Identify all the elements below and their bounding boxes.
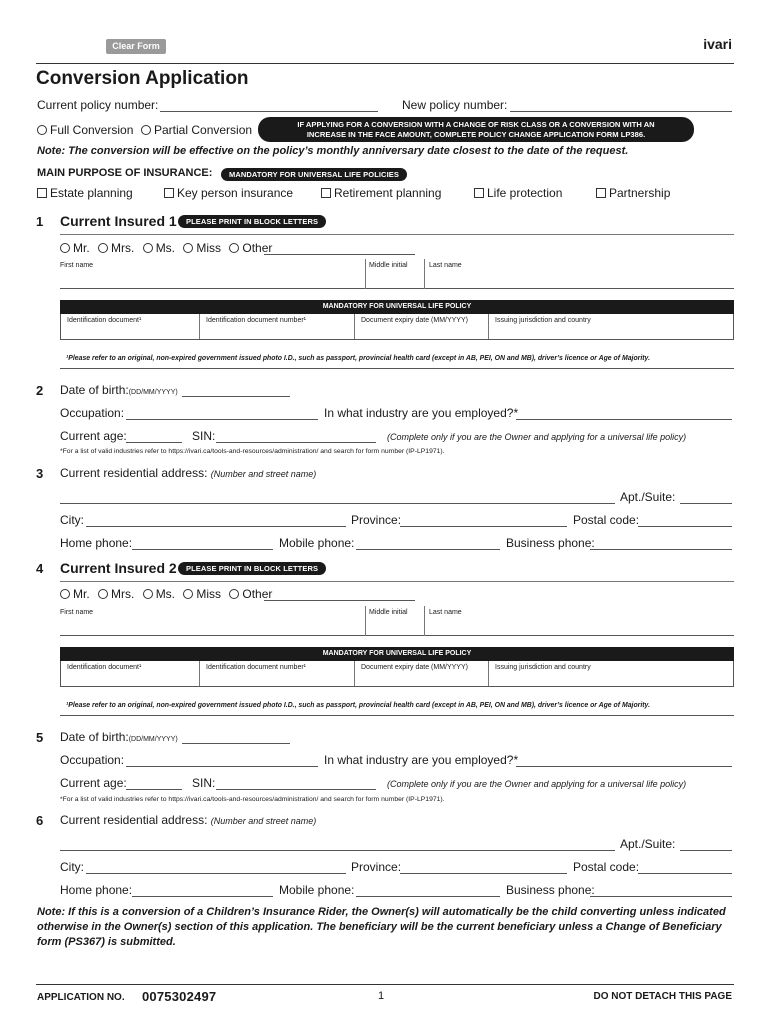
section-number-1: 1: [36, 214, 44, 229]
purpose-option-label: Estate planning: [50, 186, 133, 200]
title-ms: Ms.: [155, 587, 176, 601]
dob-field[interactable]: [182, 743, 290, 744]
current-policy-field[interactable]: [160, 111, 378, 112]
radio-icon: [229, 589, 239, 599]
mandatory-ul-bar: MANDATORY FOR UNIVERSAL LIFE POLICY: [60, 647, 734, 661]
first-name-label: First name: [60, 262, 94, 269]
title-miss: Miss: [196, 587, 222, 601]
current-policy-label: Current policy number:: [37, 98, 159, 112]
business-phone-label: Business phone:: [506, 883, 595, 897]
apt-label: Apt./Suite:: [620, 837, 676, 851]
section-1-rule: [60, 234, 734, 235]
sin-note: (Complete only if you are the Owner and applying for a universal life policy): [387, 779, 687, 789]
sin-label: SIN:: [192, 429, 216, 443]
section-number-5: 5: [36, 730, 44, 745]
mobile-phone-field[interactable]: [356, 896, 500, 897]
section-number-6: 6: [36, 813, 44, 828]
city-field[interactable]: [86, 526, 346, 527]
radio-icon: [37, 125, 47, 135]
title-mr: Mr.: [73, 587, 90, 601]
rider-note: Note: If this is a conversion of a Children’s Insurance Rider, the Owner(s) will automatically be the child converting unless indicated otherwise in the Owner(s) section of this application. The beneficiary will be the current beneficiary unless a Change of Beneficiary form (PS367) is submitted.: [37, 906, 726, 948]
postal-label: Postal code:: [573, 860, 640, 874]
id-expiry-cell[interactable]: Document expiry date (MM/YYYY): [355, 314, 489, 339]
name-row[interactable]: [60, 606, 734, 636]
section-number-3: 3: [36, 466, 44, 481]
address-field[interactable]: [60, 503, 615, 504]
section-number-2: 2: [36, 383, 44, 398]
radio-icon: [143, 243, 153, 253]
province-field[interactable]: [400, 526, 567, 527]
first-name-label: First name: [60, 609, 94, 616]
industry-field[interactable]: [516, 766, 732, 767]
title-other-field[interactable]: [264, 600, 415, 601]
industry-note: *For a list of valid industries refer to https://ivari.ca/tools-and-resources/administration/ and search for form number (IP-LP1971).: [60, 796, 445, 803]
middle-initial-label: Middle initial: [369, 609, 408, 616]
name-divider: [424, 606, 425, 636]
title-radio-group[interactable]: [60, 241, 272, 255]
name-divider: [365, 606, 366, 636]
id-footnote: ¹Please refer to an original, non-expired government issued photo I.D., such as passport, provincial health card (except in AB, PEI, ON and MB), driver’s licence or Age of Majority.: [66, 702, 651, 709]
id-doc-cell[interactable]: Identification document¹: [61, 661, 200, 686]
province-label: Province:: [351, 860, 402, 874]
title-mrs: Mrs.: [111, 241, 135, 255]
title-other: Other: [242, 241, 273, 255]
id-document-row[interactable]: [60, 661, 734, 687]
sin-field[interactable]: [216, 442, 376, 443]
mandatory-ul-bar: MANDATORY FOR UNIVERSAL LIFE POLICY: [60, 300, 734, 314]
title-mrs: Mrs.: [111, 587, 135, 601]
business-phone-label: Business phone:: [506, 536, 595, 550]
dob-field[interactable]: [182, 396, 290, 397]
postal-field[interactable]: [638, 526, 732, 527]
radio-icon: [98, 243, 108, 253]
postal-label: Postal code:: [573, 513, 640, 527]
page-number: 1: [378, 990, 385, 1002]
radio-icon: [183, 589, 193, 599]
occupation-label: Occupation:: [60, 406, 125, 420]
clear-form-button[interactable]: Clear Form: [106, 39, 166, 54]
home-phone-label: Home phone:: [60, 536, 133, 550]
section-title-insured-2: Current Insured 2: [60, 560, 177, 576]
title-miss: Miss: [196, 241, 222, 255]
section-4-rule: [60, 581, 734, 582]
radio-icon: [60, 243, 70, 253]
city-label: City:: [60, 860, 84, 874]
purpose-option-label: Life protection: [487, 186, 563, 200]
full-conversion-radio[interactable]: [37, 123, 133, 137]
checkbox-icon: [474, 188, 484, 198]
page-title: Conversion Application: [36, 68, 249, 89]
last-name-label: Last name: [429, 262, 462, 269]
id-number-cell[interactable]: Identification document number¹: [200, 661, 355, 686]
current-age-field[interactable]: [126, 789, 182, 790]
postal-field[interactable]: [638, 873, 732, 874]
id-footnote: ¹Please refer to an original, non-expired government issued photo I.D., such as passport, provincial health card (except in AB, PEI, ON and MB), driver’s licence or Age of Majority.: [66, 355, 651, 362]
apt-field[interactable]: [680, 850, 732, 851]
mobile-phone-label: Mobile phone:: [279, 536, 355, 550]
new-policy-field[interactable]: [510, 111, 732, 112]
current-age-label: Current age:: [60, 429, 127, 443]
purpose-life-protection-checkbox[interactable]: [474, 186, 562, 200]
title-radio-group[interactable]: [60, 587, 272, 601]
radio-icon: [183, 243, 193, 253]
address-field[interactable]: [60, 850, 615, 851]
section-number-4: 4: [36, 561, 44, 576]
purpose-retirement-checkbox[interactable]: [321, 186, 441, 200]
sin-note: (Complete only if you are the Owner and applying for a universal life policy): [387, 432, 687, 442]
id-doc-cell[interactable]: Identification document¹: [61, 314, 200, 339]
province-field[interactable]: [400, 873, 567, 874]
dob-label: Date of birth:(DD/MM/YYYY): [60, 383, 178, 397]
purpose-option-label: Key person insurance: [177, 186, 294, 200]
section-title-insured-1: Current Insured 1: [60, 213, 177, 229]
id-box-bottom: [60, 715, 734, 716]
id-expiry-cell[interactable]: Document expiry date (MM/YYYY): [355, 661, 489, 686]
radio-icon: [141, 125, 151, 135]
name-divider: [424, 259, 425, 289]
do-not-detach: DO NOT DETACH THIS PAGE: [593, 991, 732, 1002]
sin-label: SIN:: [192, 776, 216, 790]
checkbox-icon: [164, 188, 174, 198]
address-label: Current residential address: (Number and street name): [60, 466, 317, 480]
block-letters-badge: PLEASE PRINT IN BLOCK LETTERS: [178, 562, 326, 575]
home-phone-field[interactable]: [132, 896, 273, 897]
notice-line-1: IF APPLYING FOR A CONVERSION WITH A CHANGE OF RISK CLASS OR A CONVERSION WITH AN: [297, 120, 655, 129]
industry-label: In what industry are you employed?*: [324, 753, 519, 767]
city-field[interactable]: [86, 873, 346, 874]
apt-label: Apt./Suite:: [620, 490, 676, 504]
title-other-field[interactable]: [264, 254, 415, 255]
title-ms: Ms.: [155, 241, 176, 255]
mobile-phone-label: Mobile phone:: [279, 883, 355, 897]
radio-icon: [229, 243, 239, 253]
purpose-option-label: Retirement planning: [334, 186, 442, 200]
id-jurisdiction-cell[interactable]: Issuing jurisdiction and country: [495, 317, 591, 324]
new-policy-label: New policy number:: [402, 98, 508, 112]
occupation-label: Occupation:: [60, 753, 125, 767]
industry-note: *For a list of valid industries refer to https://ivari.ca/tools-and-resources/administration/ and search for form number (IP-LP1971).: [60, 448, 445, 455]
business-phone-field[interactable]: [590, 896, 732, 897]
current-age-label: Current age:: [60, 776, 127, 790]
checkbox-icon: [37, 188, 47, 198]
id-number-cell[interactable]: Identification document number¹: [200, 314, 355, 339]
home-phone-label: Home phone:: [60, 883, 133, 897]
purpose-option-label: Partnership: [609, 186, 671, 200]
application-number: 0075302497: [142, 989, 217, 1004]
apt-field[interactable]: [680, 503, 732, 504]
mobile-phone-field[interactable]: [356, 549, 500, 550]
header-rule: [36, 63, 734, 64]
purpose-key-person-checkbox[interactable]: [164, 186, 293, 200]
home-phone-field[interactable]: [132, 549, 273, 550]
id-document-row[interactable]: [60, 314, 734, 340]
business-phone-field[interactable]: [590, 549, 732, 550]
application-number-label: APPLICATION NO.: [37, 992, 125, 1003]
purpose-mandatory-badge: MANDATORY FOR UNIVERSAL LIFE POLICIES: [221, 168, 407, 181]
purpose-label: MAIN PURPOSE OF INSURANCE:: [37, 167, 213, 179]
middle-initial-label: Middle initial: [369, 262, 408, 269]
name-divider: [365, 259, 366, 289]
occupation-field[interactable]: [126, 766, 318, 767]
dob-label: Date of birth:(DD/MM/YYYY): [60, 730, 178, 744]
title-other: Other: [242, 587, 273, 601]
id-box-bottom: [60, 368, 734, 369]
address-label: Current residential address: (Number and street name): [60, 813, 317, 827]
industry-field[interactable]: [516, 419, 732, 420]
effective-note: Note: The conversion will be effective on the policy’s monthly anniversary date closest to the date of the request.: [37, 145, 629, 157]
footer-rule: [36, 984, 734, 985]
block-letters-badge: PLEASE PRINT IN BLOCK LETTERS: [178, 215, 326, 228]
partial-conversion-radio[interactable]: [141, 123, 252, 137]
radio-icon: [143, 589, 153, 599]
lp386-notice: [258, 117, 694, 142]
province-label: Province:: [351, 513, 402, 527]
current-age-field[interactable]: [126, 442, 182, 443]
purpose-partnership-checkbox[interactable]: [596, 186, 670, 200]
sin-field[interactable]: [216, 789, 376, 790]
city-label: City:: [60, 513, 84, 527]
full-conversion-label: Full Conversion: [50, 123, 134, 137]
title-mr: Mr.: [73, 241, 90, 255]
id-jurisdiction-cell[interactable]: Issuing jurisdiction and country: [495, 664, 591, 671]
occupation-field[interactable]: [126, 419, 318, 420]
industry-label: In what industry are you employed?*: [324, 406, 519, 420]
purpose-estate-checkbox[interactable]: [37, 186, 133, 200]
last-name-label: Last name: [429, 609, 462, 616]
partial-conversion-label: Partial Conversion: [154, 123, 253, 137]
radio-icon: [60, 589, 70, 599]
notice-line-2: INCREASE IN THE FACE AMOUNT, COMPLETE POLICY CHANGE APPLICATION FORM LP386.: [306, 129, 646, 139]
brand-logo: ivari: [703, 36, 732, 52]
radio-icon: [98, 589, 108, 599]
name-row[interactable]: [60, 259, 734, 289]
checkbox-icon: [321, 188, 331, 198]
checkbox-icon: [596, 188, 606, 198]
